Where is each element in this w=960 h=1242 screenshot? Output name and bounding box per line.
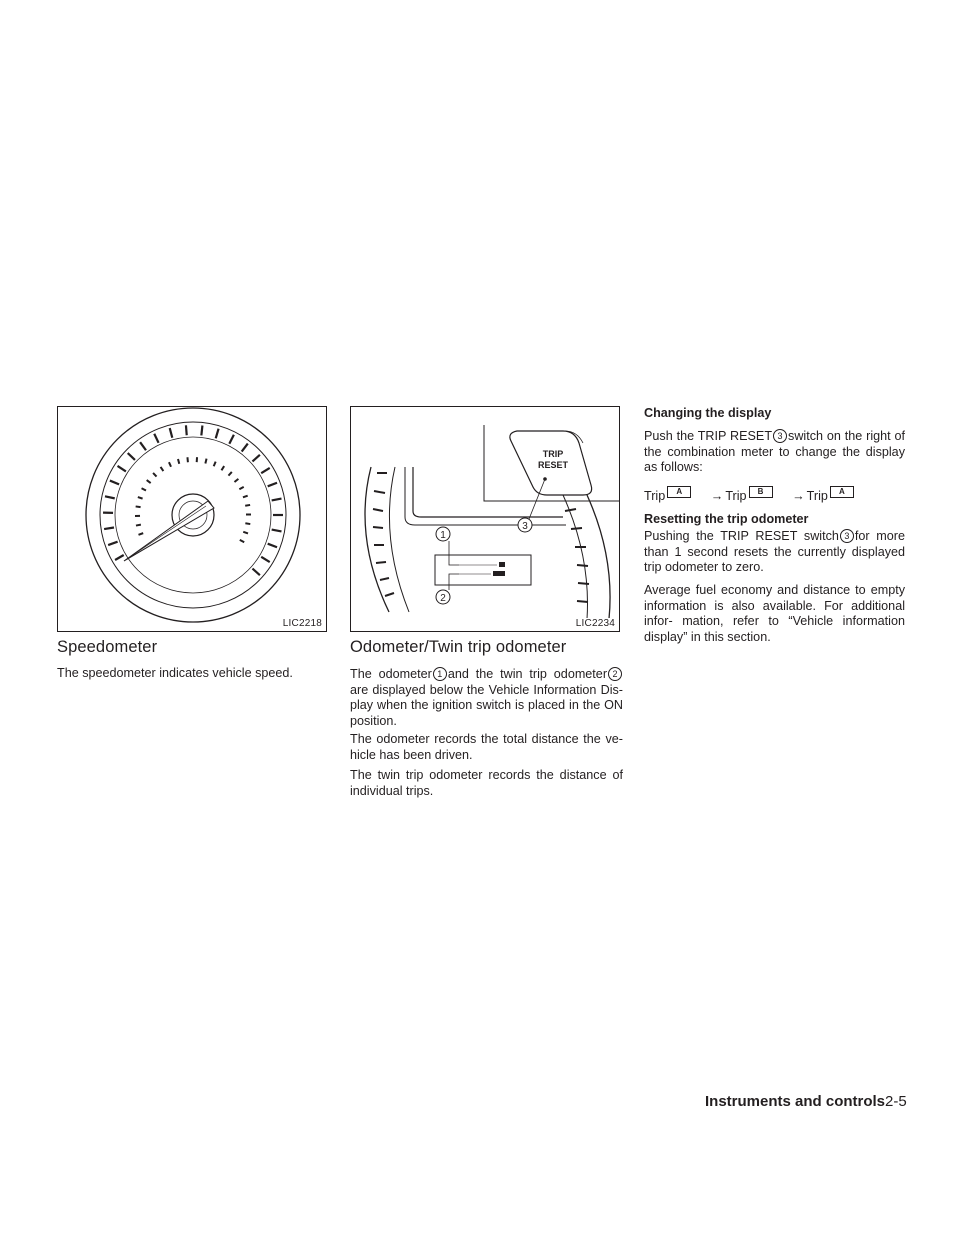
odometer-paragraph-1 xyxy=(350,667,623,729)
speedometer-minor-tick xyxy=(205,459,206,464)
footer-section-title: Instruments and controls xyxy=(705,1093,886,1110)
speedometer-major-tick xyxy=(108,542,117,545)
arrow-icon: → xyxy=(710,489,724,503)
speedometer-minor-tick xyxy=(240,540,244,542)
speedometer-minor-tick xyxy=(138,533,143,535)
speedometer-body: The speedometer indicates vehicle speed. xyxy=(57,666,293,680)
figure-code: LIC2234 xyxy=(575,618,615,629)
callout-3: 3 xyxy=(522,521,528,532)
speedometer-major-tick xyxy=(229,435,234,444)
speedometer-major-tick xyxy=(252,455,259,462)
speedometer-major-tick xyxy=(110,481,119,485)
changing-display-heading: Changing the display xyxy=(644,406,772,420)
callout-1: 1 xyxy=(440,530,446,541)
odometer-p1-a: The odometer xyxy=(350,667,432,681)
odometer-p1-line3: position. xyxy=(350,713,397,728)
speedometer-minor-tick xyxy=(136,506,141,507)
trip-word-2: Trip xyxy=(725,489,747,503)
speedometer-minor-tick xyxy=(228,472,231,476)
trip-a-badge: A xyxy=(667,486,691,498)
callout-ref-2: 2 xyxy=(608,667,622,681)
speedometer-minor-tick xyxy=(214,462,216,467)
resetting-paragraph xyxy=(644,529,905,576)
speedometer-major-tick xyxy=(104,528,114,530)
speedometer-major-tick xyxy=(242,444,248,452)
speedometer-heading: Speedometer xyxy=(57,638,158,656)
odometer-p1-line2: play when the ignition switch is placed in the ON xyxy=(350,698,623,712)
callout-ref-3: 3 xyxy=(773,429,787,443)
odometer-paragraph-2: The odometer records the total distance the ve- hicle has been driven. xyxy=(350,732,623,762)
odometer-figure xyxy=(350,406,620,632)
speedometer-major-tick xyxy=(272,499,282,501)
resetting-p-b: for more than 1 second resets the currently displayed trip odometer to zero. xyxy=(644,529,906,574)
speedometer-minor-tick xyxy=(161,467,164,471)
arrow-icon: → xyxy=(792,489,805,503)
average-fuel-paragraph: Average fuel economy and distance to empty information is also available. For additional infor- mation, refer to “Vehicle information display” in this section. xyxy=(644,583,905,644)
odometer-p1-c: are displayed below the Vehicle Information Dis- xyxy=(350,682,623,697)
trip-word-3: Trip xyxy=(806,489,828,503)
changing-p-a: Push the TRIP RESET xyxy=(644,429,773,443)
speedometer-figure xyxy=(57,406,327,632)
speedometer-major-tick xyxy=(118,466,126,471)
switch-label-reset: RESET xyxy=(537,460,569,470)
trip-sequence xyxy=(644,486,858,504)
speedometer-minor-tick xyxy=(234,479,238,482)
speedometer-major-tick xyxy=(261,468,270,473)
speedometer-minor-tick xyxy=(142,488,146,490)
speedometer-major-tick xyxy=(105,496,115,498)
speedometer-minor-tick xyxy=(221,466,224,470)
speedometer-major-tick xyxy=(272,530,282,532)
speedometer-minor-tick xyxy=(138,497,143,499)
speedometer-minor-tick xyxy=(147,480,151,483)
speedometer-minor-tick xyxy=(178,459,179,464)
speedometer-major-tick xyxy=(170,428,173,438)
speedometer-major-tick xyxy=(268,483,277,487)
speedometer-major-tick xyxy=(268,544,277,548)
trip-word-1: Trip xyxy=(644,489,666,503)
odometer-p1-b: and the twin trip odometer xyxy=(447,667,608,681)
figure-code: LIC2218 xyxy=(282,618,322,629)
speedometer-illustration xyxy=(58,407,327,632)
callout-ref-3: 3 xyxy=(840,529,854,543)
callout-ref-1: 1 xyxy=(433,667,447,681)
speedometer-minor-tick xyxy=(153,473,156,477)
speedometer-minor-tick xyxy=(239,487,243,489)
footer-page-number: 2-5 xyxy=(885,1093,907,1110)
speedometer-minor-tick xyxy=(245,505,250,506)
speedometer-minor-tick xyxy=(169,462,171,467)
changing-display-paragraph xyxy=(644,429,905,476)
speedometer-major-tick xyxy=(154,434,158,443)
resetting-heading: Resetting the trip odometer xyxy=(644,512,809,526)
callout-2: 2 xyxy=(440,593,446,604)
speedometer-major-tick xyxy=(201,425,202,435)
resetting-p-a: Pushing the TRIP RESET switch xyxy=(644,529,839,543)
speedometer-minor-tick xyxy=(243,532,248,534)
switch-label-trip: TRIP xyxy=(542,449,564,459)
speedometer-major-tick xyxy=(128,453,135,460)
speedometer-major-tick xyxy=(261,557,270,562)
trip-a-badge: A xyxy=(830,486,854,498)
changing-p-b: switch on the right of the combination meter to change the display as follows: xyxy=(644,429,905,474)
speedometer-major-tick xyxy=(186,425,187,435)
speedometer-minor-tick xyxy=(136,525,141,526)
speedometer-minor-tick xyxy=(245,523,250,524)
speedometer-major-tick xyxy=(115,555,124,560)
odometer-illustration xyxy=(351,407,620,632)
speedometer-major-tick xyxy=(140,442,146,450)
speedometer-major-tick xyxy=(252,569,259,576)
odometer-heading: Odometer/Twin trip odometer xyxy=(350,638,567,656)
trip-b-badge: B xyxy=(749,486,773,498)
odometer-paragraph-3: The twin trip odometer records the distance of individual trips. xyxy=(350,768,623,798)
speedometer-minor-tick xyxy=(243,496,248,498)
speedometer-major-tick xyxy=(216,429,219,439)
